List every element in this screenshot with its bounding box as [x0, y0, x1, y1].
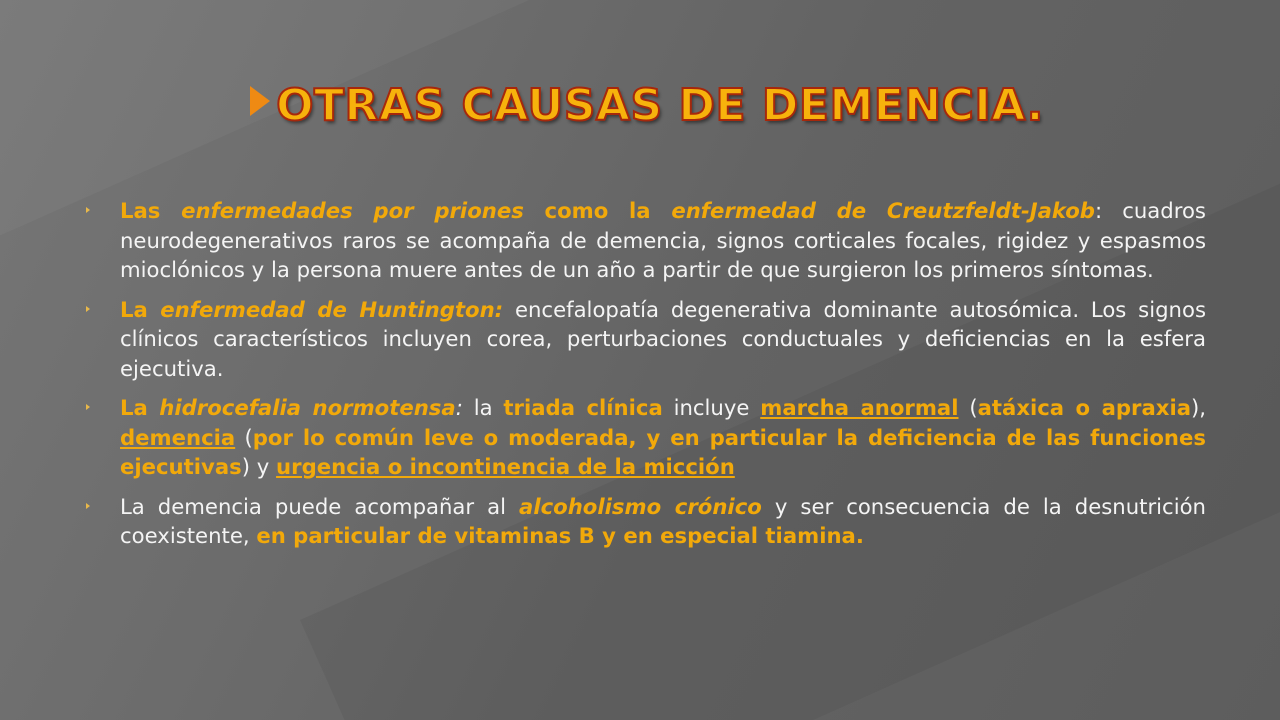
text-segment: enfermedad de Creutzfeldt-Jakob — [671, 198, 1095, 223]
text-segment: triada clínica — [503, 395, 663, 420]
text-segment: La demencia puede acompañar al — [120, 493, 520, 519]
text-segment: en particular de vitaminas B y en especial tiamina. — [256, 523, 864, 548]
bullet-icon — [86, 306, 90, 312]
bullet-icon — [86, 503, 90, 509]
text-segment: La — [120, 296, 161, 322]
text-segment: hidrocefalia normotensa — [159, 395, 456, 420]
text-segment: demencia — [120, 424, 236, 450]
title-container — [250, 70, 1070, 140]
slide-title: OTRAS CAUSAS DE DEMENCIA. — [276, 79, 1044, 131]
text-segment: encefalopatía degenerativa dominante autosómica. Los signos clínicos característicos incluyen corea, perturbaciones conductuales y deficiencias en la esfera ejecutiva. — [120, 296, 1206, 381]
bullet-item — [86, 295, 1206, 384]
text-segment: urgencia o incontinencia de la micción — [276, 454, 735, 479]
text-segment: enfermedades por priones — [181, 198, 524, 223]
text-segment: por lo común leve o moderada, y en particular la deficiencia de las funciones ejecutivas — [120, 424, 1206, 479]
text-segment: ) y — [241, 454, 277, 479]
text-segment: : — [455, 395, 463, 420]
text-segment: Las — [120, 198, 182, 223]
bullet-item — [86, 196, 1206, 285]
text-segment: ), — [1191, 395, 1207, 420]
text-segment: atáxica o apraxia — [977, 395, 1192, 420]
text-segment: incluye — [662, 395, 761, 420]
text-segment: la — [462, 395, 504, 420]
text-segment: y ser consecuencia de la desnutrición coexistente, — [120, 493, 1206, 548]
bullet-item — [86, 393, 1206, 482]
text-segment: alcoholismo crónico — [519, 493, 762, 519]
text-segment: enfermedad de Huntington: — [160, 296, 504, 322]
text-segment: : cuadros neurodegenerativos raros se acompaña de demencia, signos corticales focales, rigidez y espasmos mioclónicos y la persona muere antes de un año a partir de que surgieron los primeros síntomas. — [120, 198, 1206, 282]
text-segment: como la — [523, 198, 672, 223]
bullet-icon — [86, 207, 90, 213]
text-segment: marcha anormal — [760, 395, 959, 420]
bullet-item — [86, 492, 1206, 551]
bullet-icon — [86, 404, 90, 410]
text-segment: ( — [235, 424, 253, 450]
bullet-list — [86, 196, 1206, 561]
text-segment: ( — [958, 395, 978, 420]
text-segment: La — [120, 395, 160, 420]
